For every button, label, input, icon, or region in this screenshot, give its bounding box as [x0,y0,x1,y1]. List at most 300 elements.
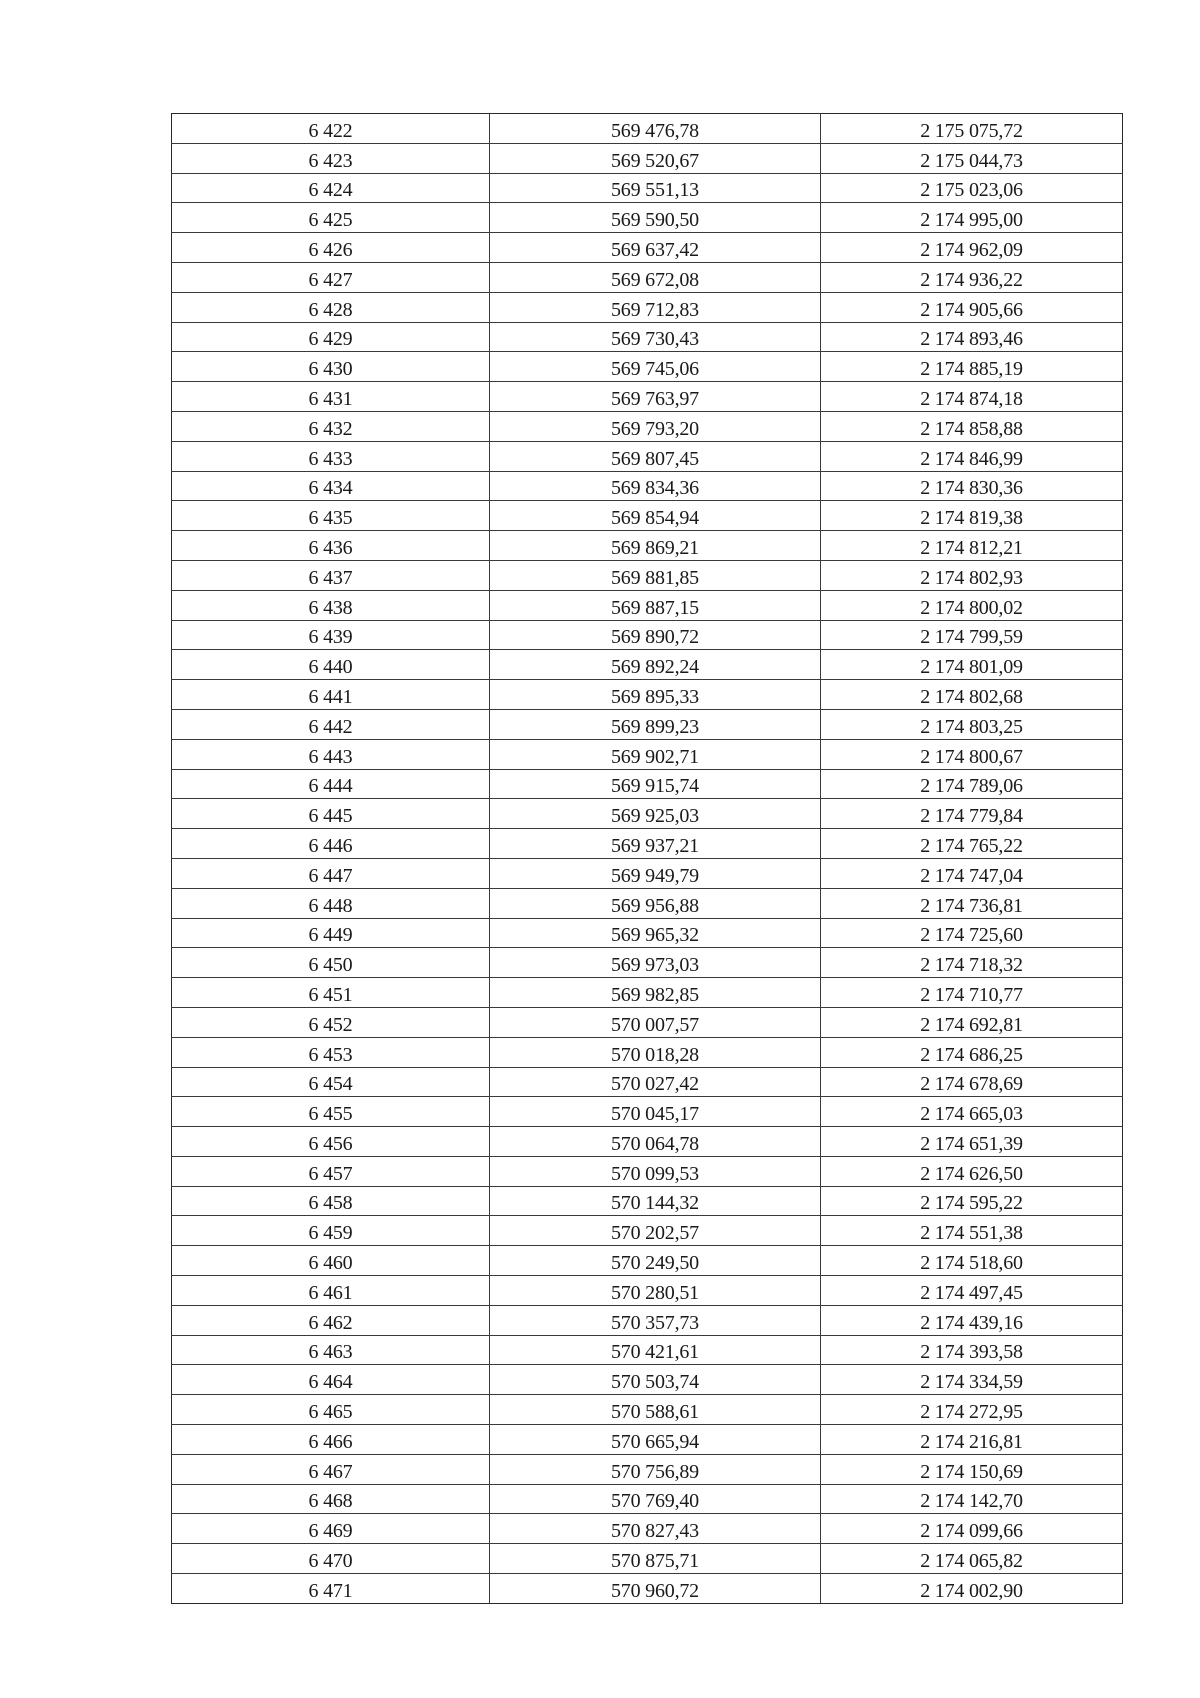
cell-text: 2 174 497,45 [920,1281,1023,1304]
cell-text: 570 357,73 [610,1311,699,1334]
y-coordinate-cell [821,590,1123,620]
y-coordinate-cell [821,1216,1123,1246]
point-number-cell [172,978,490,1008]
point-number-cell [172,1246,490,1276]
cell-text: 6 460 [308,1252,353,1275]
y-coordinate-cell [821,1544,1123,1574]
point-number-cell [172,262,490,292]
table-row [172,1574,1123,1604]
y-coordinate-cell [821,1305,1123,1335]
cell-text: 6 463 [308,1341,353,1364]
y-coordinate-cell [821,292,1123,322]
cell-text: 6 470 [308,1550,353,1573]
table-row [172,650,1123,680]
cell-text: 6 424 [308,179,353,202]
cell-text: 6 437 [308,566,353,589]
point-number-cell [172,1335,490,1365]
point-number-cell [172,471,490,501]
y-coordinate-cell [821,352,1123,382]
point-number-cell [172,292,490,322]
cell-text: 6 468 [308,1490,353,1513]
y-coordinate-cell [821,1246,1123,1276]
x-coordinate-cell [490,560,821,590]
cell-text: 569 551,13 [610,179,699,202]
table-row [172,1156,1123,1186]
point-number-cell [172,352,490,382]
x-coordinate-cell [490,769,821,799]
table-row [172,829,1123,859]
x-coordinate-cell [490,680,821,710]
x-coordinate-cell [490,114,821,144]
y-coordinate-cell [821,143,1123,173]
point-number-cell [172,1097,490,1127]
cell-text: 6 457 [308,1162,353,1185]
x-coordinate-cell [490,1365,821,1395]
cell-text: 6 444 [308,775,353,798]
table-row [172,262,1123,292]
x-coordinate-cell [490,650,821,680]
table-row [172,352,1123,382]
cell-text: 570 064,78 [610,1132,699,1155]
table-row [172,858,1123,888]
y-coordinate-cell [821,1097,1123,1127]
y-coordinate-cell [821,1514,1123,1544]
x-coordinate-cell [490,531,821,561]
y-coordinate-cell [821,978,1123,1008]
table-row [172,1216,1123,1246]
cell-text: 2 174 962,09 [920,238,1023,261]
point-number-cell [172,203,490,233]
cell-text: 6 448 [308,894,353,917]
cell-text: 2 174 686,25 [920,1043,1023,1066]
table-row [172,1514,1123,1544]
x-coordinate-cell [490,173,821,203]
cell-text: 6 430 [308,358,353,381]
table-row [172,1395,1123,1425]
table-row [172,1186,1123,1216]
cell-text: 6 459 [308,1222,353,1245]
cell-text: 569 834,36 [610,477,699,500]
x-coordinate-cell [490,471,821,501]
cell-text: 569 956,88 [610,894,699,917]
cell-text: 570 960,72 [610,1579,699,1602]
point-number-cell [172,1544,490,1574]
cell-text: 570 249,50 [610,1252,699,1275]
x-coordinate-cell [490,739,821,769]
cell-text: 2 174 874,18 [920,387,1023,410]
table-row [172,382,1123,412]
point-number-cell [172,620,490,650]
table-row [172,888,1123,918]
cell-text: 6 443 [308,745,353,768]
point-number-cell [172,799,490,829]
cell-text: 6 450 [308,954,353,977]
cell-text: 2 174 801,09 [920,656,1023,679]
cell-text: 569 965,32 [610,924,699,947]
point-number-cell [172,1484,490,1514]
x-coordinate-cell [490,322,821,352]
x-coordinate-cell [490,1574,821,1604]
point-number-cell [172,531,490,561]
x-coordinate-cell [490,1454,821,1484]
table-row [172,1484,1123,1514]
cell-text: 6 429 [308,328,353,351]
point-number-cell [172,739,490,769]
point-number-cell [172,1425,490,1455]
table-row [172,501,1123,531]
table-row [172,680,1123,710]
cell-text: 6 447 [308,864,353,887]
x-coordinate-cell [490,1544,821,1574]
x-coordinate-cell [490,1067,821,1097]
y-coordinate-cell [821,262,1123,292]
y-coordinate-cell [821,858,1123,888]
point-number-cell [172,1216,490,1246]
cell-text: 6 458 [308,1192,353,1215]
point-number-cell [172,590,490,620]
cell-text: 569 899,23 [610,715,699,738]
y-coordinate-cell [821,1276,1123,1306]
point-number-cell [172,1365,490,1395]
cell-text: 6 471 [308,1579,353,1602]
x-coordinate-cell [490,978,821,1008]
cell-text: 6 432 [308,417,353,440]
cell-text: 570 665,94 [610,1430,699,1453]
cell-text: 6 452 [308,1013,353,1036]
y-coordinate-cell [821,1335,1123,1365]
point-number-cell [172,1514,490,1544]
table-row [172,143,1123,173]
cell-text: 2 174 595,22 [920,1192,1023,1215]
point-number-cell [172,114,490,144]
x-coordinate-cell [490,829,821,859]
cell-text: 6 422 [308,119,353,142]
cell-text: 2 174 142,70 [920,1490,1023,1513]
cell-text: 2 174 858,88 [920,417,1023,440]
cell-text: 2 174 439,16 [920,1311,1023,1334]
coordinates-table-body [172,114,1123,1604]
point-number-cell [172,233,490,263]
y-coordinate-cell [821,1127,1123,1157]
cell-text: 569 892,24 [610,656,699,679]
table-row [172,203,1123,233]
cell-text: 2 174 905,66 [920,298,1023,321]
table-row [172,1127,1123,1157]
cell-text: 2 174 812,21 [920,536,1023,559]
x-coordinate-cell [490,1186,821,1216]
table-row [172,173,1123,203]
cell-text: 6 440 [308,656,353,679]
point-number-cell [172,1127,490,1157]
y-coordinate-cell [821,650,1123,680]
cell-text: 2 174 995,00 [920,209,1023,232]
y-coordinate-cell [821,918,1123,948]
cell-text: 6 441 [308,685,353,708]
cell-text: 6 461 [308,1281,353,1304]
cell-text: 6 466 [308,1430,353,1453]
y-coordinate-cell [821,1007,1123,1037]
y-coordinate-cell [821,531,1123,561]
x-coordinate-cell [490,1037,821,1067]
x-coordinate-cell [490,1335,821,1365]
cell-text: 570 875,71 [610,1550,699,1573]
cell-text: 570 202,57 [610,1222,699,1245]
cell-text: 2 174 150,69 [920,1460,1023,1483]
cell-text: 569 887,15 [610,596,699,619]
table-row [172,1335,1123,1365]
point-number-cell [172,1395,490,1425]
y-coordinate-cell [821,173,1123,203]
table-row [172,1365,1123,1395]
cell-text: 2 174 799,59 [920,626,1023,649]
cell-text: 569 915,74 [610,775,699,798]
x-coordinate-cell [490,799,821,829]
point-number-cell [172,680,490,710]
table-row [172,918,1123,948]
table-row [172,1037,1123,1067]
point-number-cell [172,888,490,918]
y-coordinate-cell [821,411,1123,441]
cell-text: 2 175 023,06 [920,179,1023,202]
point-number-cell [172,1305,490,1335]
y-coordinate-cell [821,1156,1123,1186]
point-number-cell [172,769,490,799]
x-coordinate-cell [490,411,821,441]
x-coordinate-cell [490,620,821,650]
cell-text: 570 144,32 [610,1192,699,1215]
y-coordinate-cell [821,382,1123,412]
x-coordinate-cell [490,1276,821,1306]
cell-text: 6 428 [308,298,353,321]
cell-text: 2 174 393,58 [920,1341,1023,1364]
cell-text: 6 464 [308,1371,353,1394]
point-number-cell [172,1037,490,1067]
y-coordinate-cell [821,620,1123,650]
x-coordinate-cell [490,143,821,173]
cell-text: 6 467 [308,1460,353,1483]
cell-text: 6 431 [308,387,353,410]
cell-text: 6 433 [308,447,353,470]
cell-text: 6 427 [308,268,353,291]
coordinates-table [171,113,1123,1604]
point-number-cell [172,1186,490,1216]
y-coordinate-cell [821,888,1123,918]
point-number-cell [172,918,490,948]
cell-text: 2 174 747,04 [920,864,1023,887]
y-coordinate-cell [821,1395,1123,1425]
table-row [172,709,1123,739]
cell-text: 2 174 800,67 [920,745,1023,768]
cell-text: 2 174 216,81 [920,1430,1023,1453]
cell-text: 6 446 [308,834,353,857]
x-coordinate-cell [490,262,821,292]
cell-text: 570 099,53 [610,1162,699,1185]
cell-text: 569 949,79 [610,864,699,887]
x-coordinate-cell [490,501,821,531]
table-row [172,1305,1123,1335]
point-number-cell [172,501,490,531]
table-row [172,233,1123,263]
table-row [172,1544,1123,1574]
x-coordinate-cell [490,918,821,948]
x-coordinate-cell [490,1425,821,1455]
cell-text: 2 174 803,25 [920,715,1023,738]
cell-text: 569 730,43 [610,328,699,351]
y-coordinate-cell [821,709,1123,739]
x-coordinate-cell [490,590,821,620]
cell-text: 569 869,21 [610,536,699,559]
y-coordinate-cell [821,114,1123,144]
cell-text: 2 174 692,81 [920,1013,1023,1036]
table-row [172,531,1123,561]
point-number-cell [172,1276,490,1306]
y-coordinate-cell [821,560,1123,590]
x-coordinate-cell [490,233,821,263]
point-number-cell [172,173,490,203]
table-row [172,1454,1123,1484]
y-coordinate-cell [821,1067,1123,1097]
point-number-cell [172,650,490,680]
point-number-cell [172,948,490,978]
cell-text: 2 174 551,38 [920,1222,1023,1245]
y-coordinate-cell [821,1365,1123,1395]
x-coordinate-cell [490,382,821,412]
cell-text: 2 174 334,59 [920,1371,1023,1394]
y-coordinate-cell [821,501,1123,531]
cell-text: 2 175 075,72 [920,119,1023,142]
point-number-cell [172,560,490,590]
table-row [172,1276,1123,1306]
y-coordinate-cell [821,799,1123,829]
point-number-cell [172,441,490,471]
cell-text: 569 672,08 [610,268,699,291]
cell-text: 6 423 [308,149,353,172]
cell-text: 569 763,97 [610,387,699,410]
x-coordinate-cell [490,888,821,918]
cell-text: 2 174 002,90 [920,1579,1023,1602]
cell-text: 569 925,03 [610,805,699,828]
table-row [172,1067,1123,1097]
cell-text: 6 426 [308,238,353,261]
cell-text: 2 174 765,22 [920,834,1023,857]
table-row [172,1007,1123,1037]
cell-text: 6 456 [308,1132,353,1155]
cell-text: 6 436 [308,536,353,559]
point-number-cell [172,322,490,352]
table-row [172,114,1123,144]
table-row [172,441,1123,471]
cell-text: 6 435 [308,507,353,530]
cell-text: 569 881,85 [610,566,699,589]
x-coordinate-cell [490,1156,821,1186]
y-coordinate-cell [821,739,1123,769]
cell-text: 6 438 [308,596,353,619]
cell-text: 6 434 [308,477,353,500]
cell-text: 570 827,43 [610,1520,699,1543]
x-coordinate-cell [490,948,821,978]
y-coordinate-cell [821,441,1123,471]
cell-text: 2 174 885,19 [920,358,1023,381]
x-coordinate-cell [490,709,821,739]
point-number-cell [172,1067,490,1097]
x-coordinate-cell [490,1127,821,1157]
cell-text: 2 175 044,73 [920,149,1023,172]
cell-text: 2 174 710,77 [920,983,1023,1006]
cell-text: 2 174 846,99 [920,447,1023,470]
point-number-cell [172,858,490,888]
table-row [172,1246,1123,1276]
cell-text: 570 756,89 [610,1460,699,1483]
cell-text: 2 174 800,02 [920,596,1023,619]
table-row [172,411,1123,441]
cell-text: 2 174 678,69 [920,1073,1023,1096]
x-coordinate-cell [490,1097,821,1127]
x-coordinate-cell [490,858,821,888]
y-coordinate-cell [821,471,1123,501]
y-coordinate-cell [821,680,1123,710]
cell-text: 2 174 789,06 [920,775,1023,798]
cell-text: 6 451 [308,983,353,1006]
cell-text: 2 174 718,32 [920,954,1023,977]
table-row [172,978,1123,1008]
cell-text: 570 280,51 [610,1281,699,1304]
y-coordinate-cell [821,829,1123,859]
cell-text: 2 174 626,50 [920,1162,1023,1185]
point-number-cell [172,382,490,412]
table-row [172,739,1123,769]
y-coordinate-cell [821,203,1123,233]
cell-text: 569 854,94 [610,507,699,530]
point-number-cell [172,143,490,173]
cell-text: 570 045,17 [610,1103,699,1126]
y-coordinate-cell [821,1484,1123,1514]
cell-text: 569 807,45 [610,447,699,470]
cell-text: 569 793,20 [610,417,699,440]
y-coordinate-cell [821,1454,1123,1484]
y-coordinate-cell [821,1574,1123,1604]
cell-text: 6 439 [308,626,353,649]
point-number-cell [172,1156,490,1186]
cell-text: 570 588,61 [610,1401,699,1424]
y-coordinate-cell [821,1425,1123,1455]
point-number-cell [172,1454,490,1484]
cell-text: 2 174 736,81 [920,894,1023,917]
y-coordinate-cell [821,1037,1123,1067]
table-row [172,769,1123,799]
x-coordinate-cell [490,1514,821,1544]
y-coordinate-cell [821,948,1123,978]
cell-text: 2 174 802,68 [920,685,1023,708]
cell-text: 569 590,50 [610,209,699,232]
x-coordinate-cell [490,441,821,471]
cell-text: 570 007,57 [610,1013,699,1036]
point-number-cell [172,829,490,859]
point-number-cell [172,709,490,739]
cell-text: 569 476,78 [610,119,699,142]
cell-text: 6 465 [308,1401,353,1424]
table-row [172,590,1123,620]
cell-text: 6 453 [308,1043,353,1066]
y-coordinate-cell [821,1186,1123,1216]
cell-text: 570 018,28 [610,1043,699,1066]
table-row [172,471,1123,501]
cell-text: 2 174 725,60 [920,924,1023,947]
cell-text: 2 174 665,03 [920,1103,1023,1126]
x-coordinate-cell [490,203,821,233]
cell-text: 2 174 819,38 [920,507,1023,530]
cell-text: 569 637,42 [610,238,699,261]
point-number-cell [172,1007,490,1037]
